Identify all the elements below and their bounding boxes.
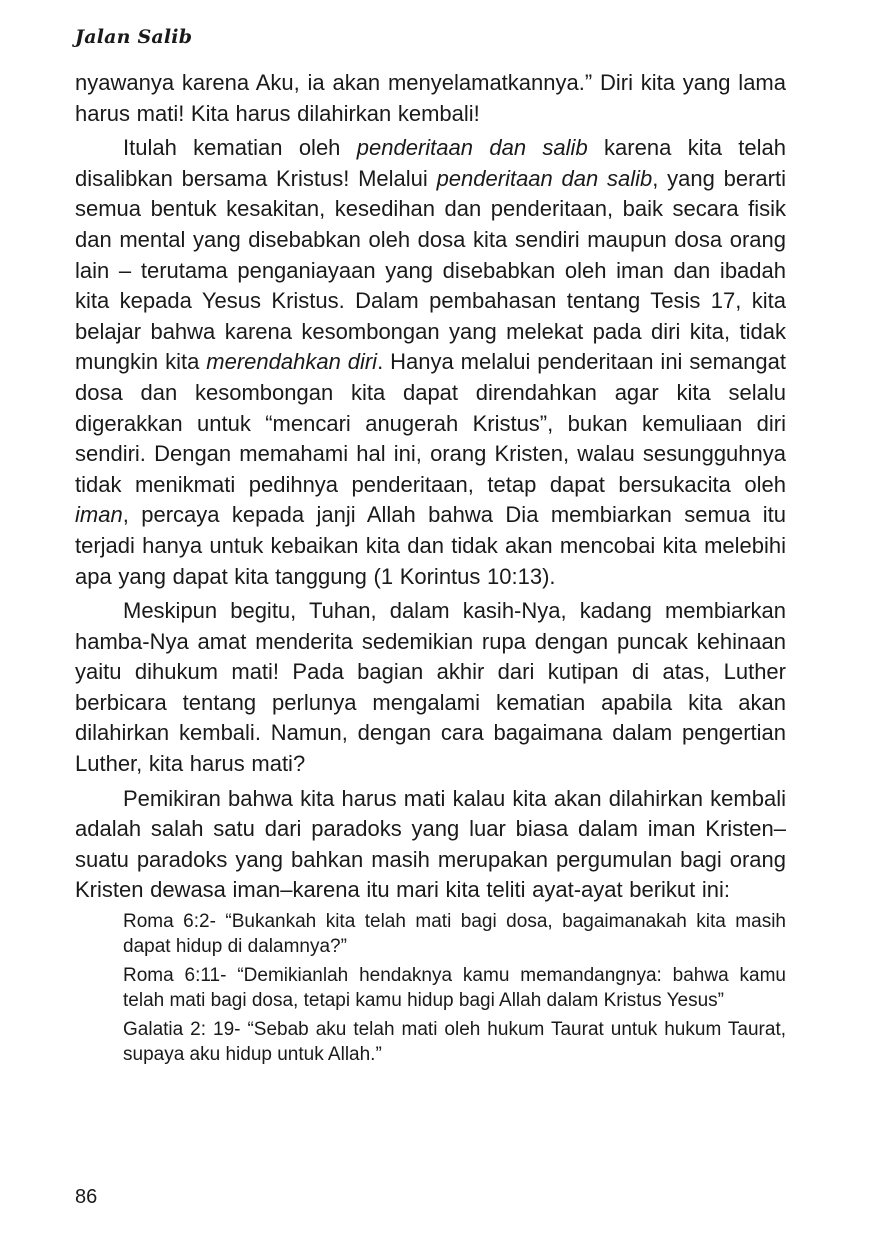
text-run: , yang berarti semua bentuk kesakitan, kesedihan dan penderitaan, baik secara fisik dan mental yang disebabkan oleh dosa kita sendiri maupun dosa orang lain – terutama penganiayaan yang disebabkan oleh iman dan ibadah kita kepada Yesus Kristus. Dalam pembahasan tentang Tesis 17, kita belajar bahwa karena kesombongan yang melekat pada diri kita, tidak mungkin kita <box>75 165 786 375</box>
text-run: Pemikiran bahwa kita harus mati kalau kita akan dilahirkan kembali adalah salah satu dari paradoks yang luar biasa dalam iman Kristen–suatu paradoks yang bahkan masih merupakan pergumulan bagi orang Kristen dewasa iman–karena itu mari kita teliti ayat-ayat berikut ini: <box>75 785 786 903</box>
page-number: 86 <box>75 1186 98 1208</box>
italic-text: iman <box>75 502 123 528</box>
text-run: nyawanya karena Aku, ia akan menyelamatkannya.” Diri kita yang lama harus mati! Kita harus dilahirkan kembali! <box>75 70 786 126</box>
italic-text: penderitaan dan salib <box>356 135 588 161</box>
italic-text: penderitaan dan salib <box>436 165 653 191</box>
bible-quote: Roma 6:11- “Demikianlah hendaknya kamu memandangnya: bahwa kamu telah mati bagi dosa, tetapi kamu hidup bagi Allah dalam Kristus Yesus” <box>123 965 786 1011</box>
bible-quotes <box>75 910 786 1067</box>
body-text <box>75 68 786 1072</box>
text-run: . Hanya melalui penderitaan ini semangat dosa dan kesombongan kita dapat direndahkan agar kita selalu digerakkan untuk “mencari anugerah Kristus”, bukan kemuliaan diri sendiri. Dengan memahami hal ini, orang Kristen, walau sesungguhnya tidak menikmati pedihnya penderitaan, tetap dapat bersukacita oleh <box>75 349 786 497</box>
italic-text: merendahkan diri <box>206 349 378 375</box>
text-run: Meskipun begitu, Tuhan, dalam kasih-Nya, kadang membiarkan hamba-Nya amat menderita sedemikian rupa dengan puncak kehinaan yaitu dihukum mati! Pada bagian akhir dari kutipan di atas, Luther berbicara tentang perlunya mengalami kematian apabila kita akan dilahirkan kembali. Namun, dengan cara bagaimana dalam pengertian Luther, kita harus mati? <box>75 598 786 777</box>
text-run: karena kita telah disalibkan bersama Kristus! Melalui <box>75 135 786 191</box>
text-run: Itulah kematian oleh <box>123 135 357 161</box>
bible-quote: Galatia 2: 19- “Sebab aku telah mati oleh hukum Taurat untuk hukum Taurat, supaya aku hidup untuk Allah.” <box>123 1019 786 1065</box>
running-title: Jalan Salib <box>75 26 193 48</box>
text-run: , percaya kepada janji Allah bahwa Dia membiarkan semua itu terjadi hanya untuk kebaikan kita dan tidak akan mencobai kita melebihi apa yang dapat kita tanggung (1 Korintus 10:13). <box>75 502 786 589</box>
paragraph <box>75 784 786 906</box>
paragraph <box>75 596 786 780</box>
paragraph <box>75 68 786 129</box>
bible-quote: Roma 6:2- “Bukankah kita telah mati bagi dosa, bagaimanakah kita masih dapat hidup di dalamnya?” <box>123 911 786 957</box>
paragraph <box>75 133 786 592</box>
